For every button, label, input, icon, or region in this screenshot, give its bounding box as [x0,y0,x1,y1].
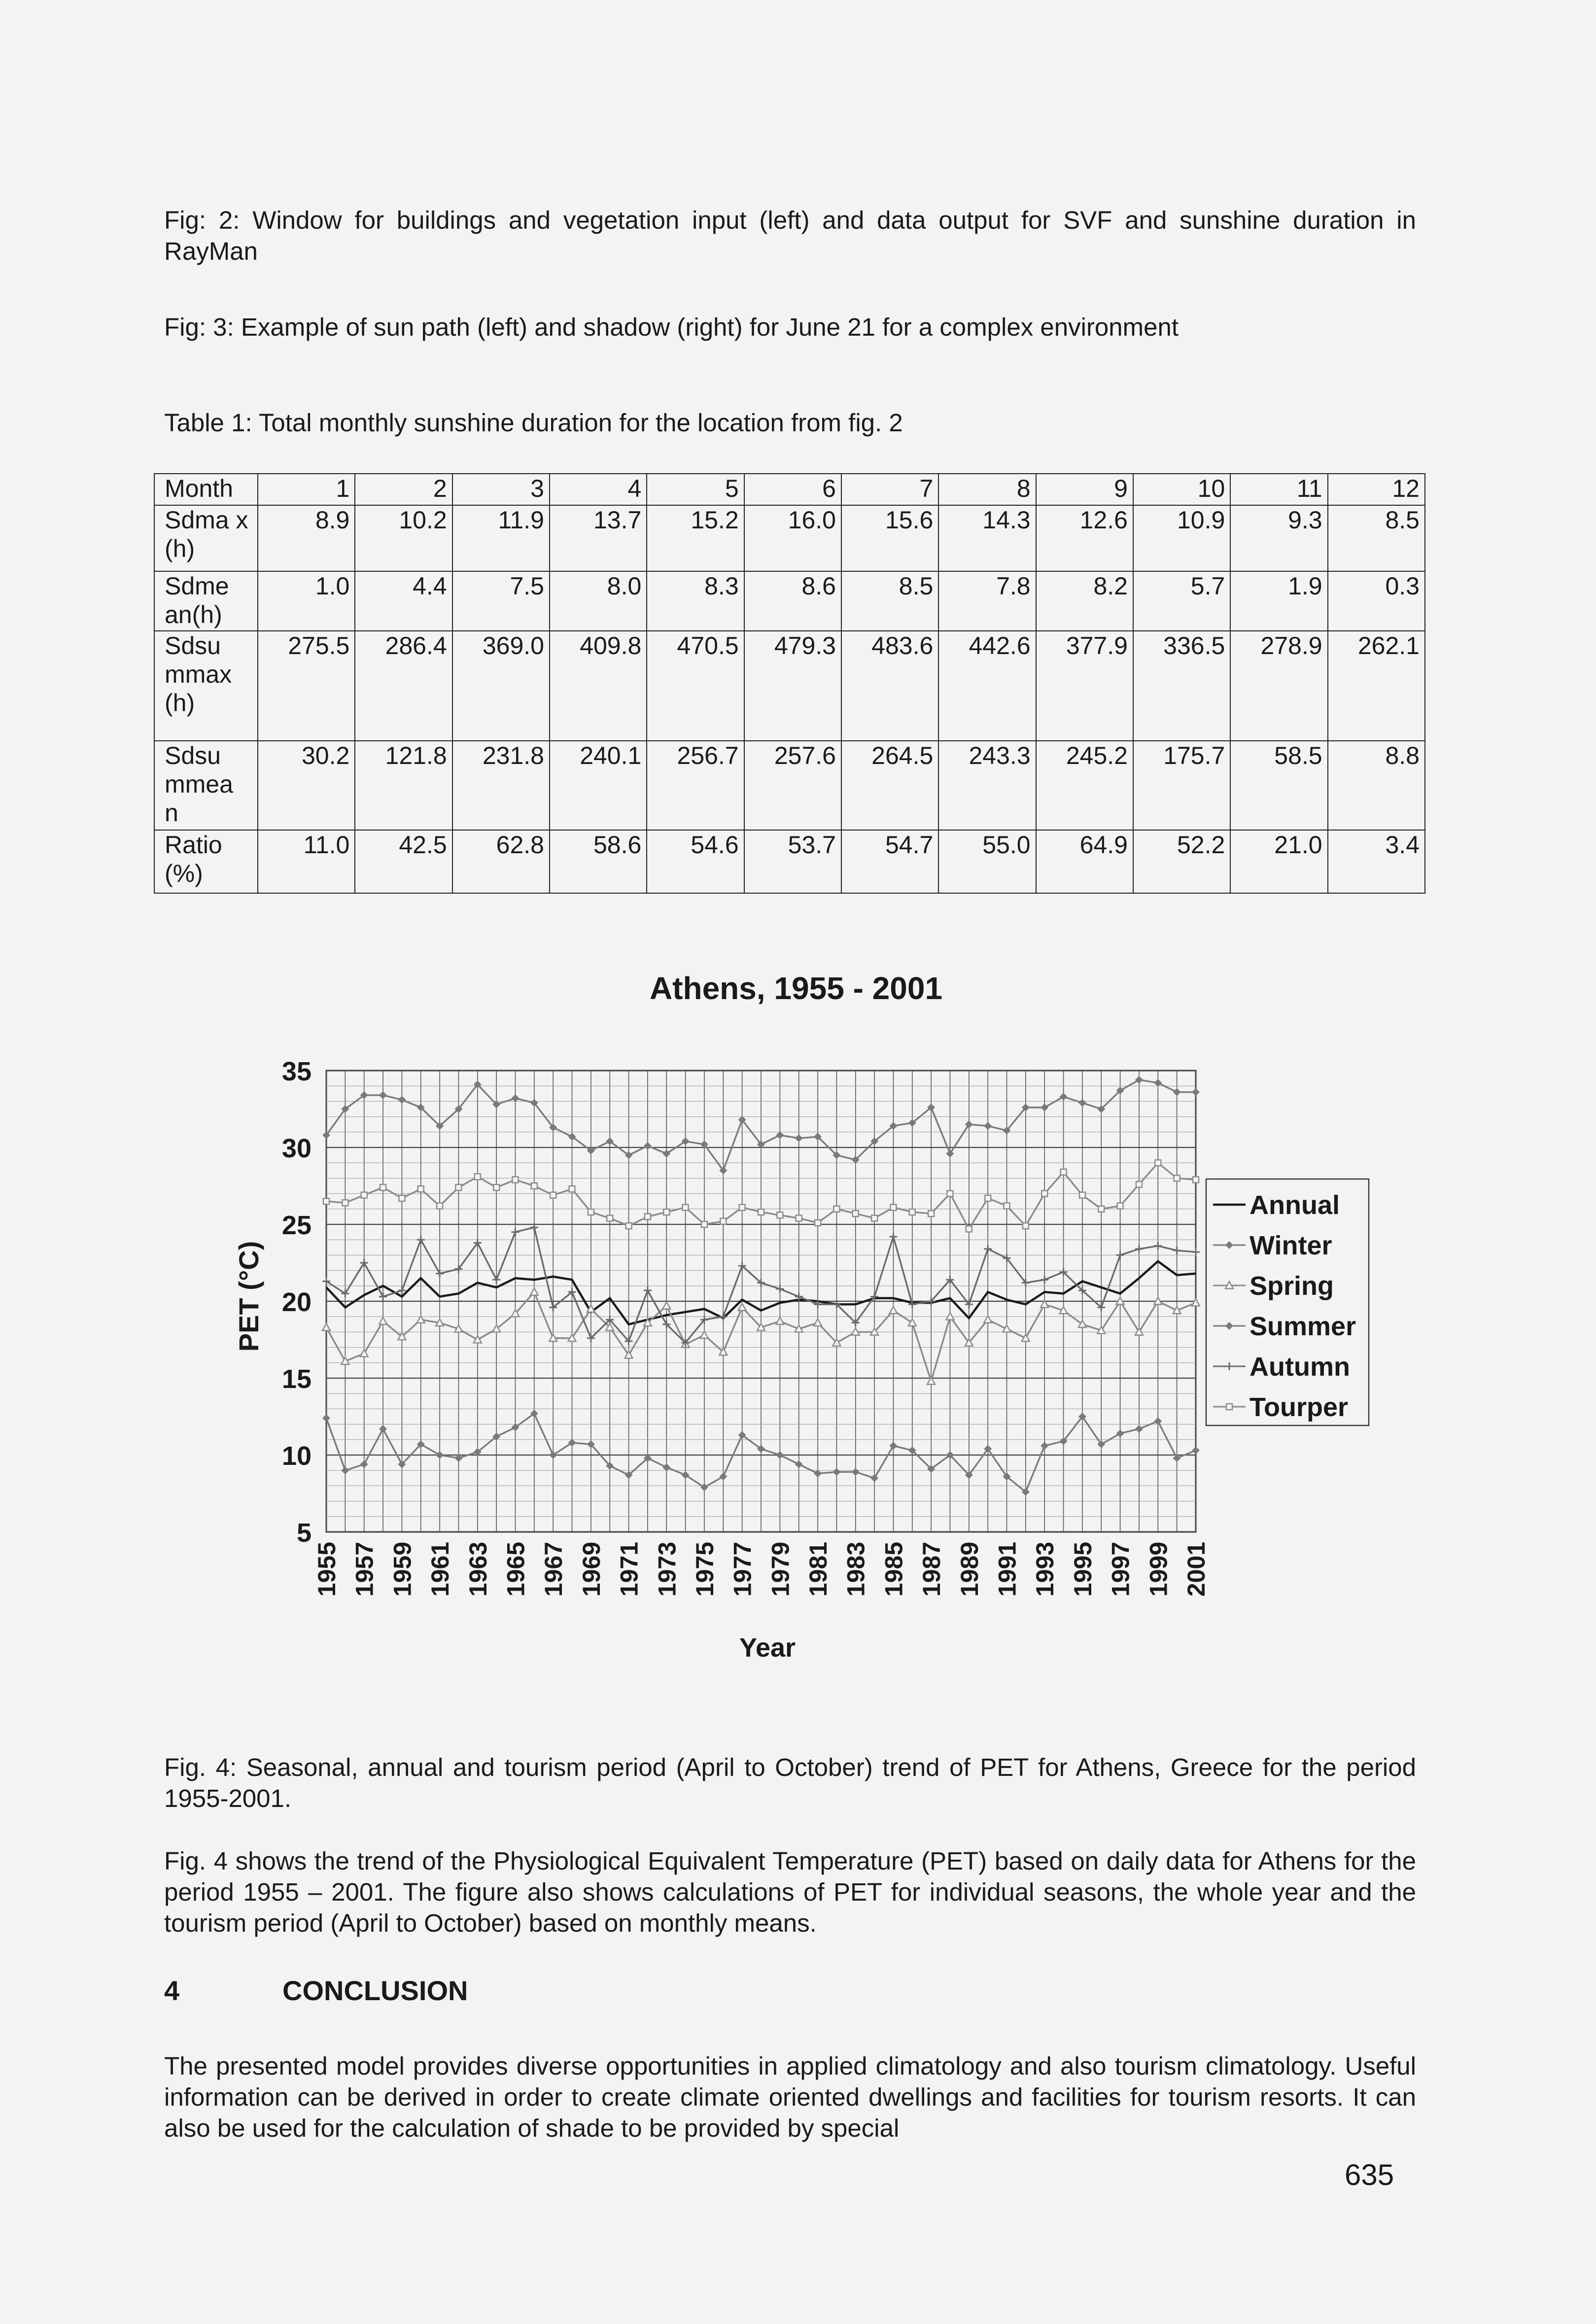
table-cell: 369.0 [452,631,550,741]
data-point [909,1209,915,1215]
data-point [719,1473,727,1481]
data-point [1136,1181,1142,1187]
table-cell: 257.6 [744,741,841,830]
header-month-cell: 5 [647,474,744,505]
x-tick-label: 1973 [653,1542,681,1597]
data-point [1023,1223,1029,1229]
data-point [1154,1417,1162,1425]
data-point [1022,1334,1030,1341]
table-cell: 8.0 [550,571,647,631]
table-cell: 336.5 [1133,631,1230,741]
header-month-cell: 4 [550,474,647,505]
data-point [701,1221,707,1227]
data-point [1135,1076,1143,1084]
table-cell: 58.5 [1230,741,1327,830]
data-point [662,1302,670,1309]
data-point [776,1318,784,1324]
data-point [322,1414,330,1422]
data-point [814,1319,822,1326]
page-number: 635 [1345,2158,1394,2191]
table-cell: 13.7 [550,505,647,571]
data-point [569,1186,575,1192]
table-cell: 15.6 [841,505,938,571]
table-cell: 175.7 [1133,741,1230,830]
data-point [493,1184,499,1190]
table-cell: 42.5 [355,830,452,893]
data-point [1004,1203,1010,1209]
data-point [1174,1175,1180,1181]
x-tick-labels [313,1542,1210,1596]
data-point [833,1468,840,1476]
table-cell: 0.3 [1328,571,1425,631]
data-point [662,1463,670,1471]
data-point [474,1336,482,1343]
table-cell: 240.1 [550,741,647,830]
data-point [380,1184,386,1190]
legend-swatch-marker [1226,1404,1232,1410]
data-point [492,1276,500,1283]
section-number: 4 [164,1975,180,2006]
data-point [984,1245,992,1253]
data-point [417,1236,425,1244]
table-cell: 12.6 [1036,505,1133,571]
data-point [379,1091,387,1099]
x-tick-label: 1979 [766,1542,795,1597]
table-cell: 4.4 [355,571,452,631]
x-axis-label: Year [739,1633,796,1663]
y-tick-labels [282,1057,312,1548]
data-point [1061,1169,1067,1175]
x-tick-label: 1983 [842,1542,870,1597]
table-cell: 9.3 [1230,505,1327,571]
header-month-cell: 3 [452,474,550,505]
table-cell: 53.7 [744,830,841,893]
data-point [814,1469,822,1477]
data-point [341,1466,349,1474]
table-cell: 7.8 [938,571,1036,631]
table-cell: 54.6 [647,830,744,893]
data-point [1135,1245,1143,1253]
table-cell: 11.9 [452,505,550,571]
data-point [889,1233,897,1241]
table-cell: 54.7 [841,830,938,893]
data-point [966,1226,972,1232]
x-tick-label: 1995 [1069,1542,1097,1597]
table-cell: 121.8 [355,741,452,830]
table-cell: 58.6 [550,830,647,893]
header-month-cell: 6 [744,474,841,505]
table-cell: 14.3 [938,505,1036,571]
x-tick-label: 1975 [691,1542,719,1597]
table-cell: 21.0 [1230,830,1327,893]
figure-2-caption: Fig: 2: Window for buildings and vegetation input (left) and data output for SVF and sunshine duration in RayMan [164,206,1416,265]
data-point [1135,1328,1143,1335]
x-tick-label: 1961 [426,1542,454,1597]
data-point [361,1192,367,1198]
header-month-cell: 1 [258,474,355,505]
data-point [644,1142,652,1150]
data-point [1192,1447,1200,1455]
row-label-cell: Sdme an(h) [154,571,258,631]
data-point [475,1174,481,1179]
table-cell: 30.2 [258,741,355,830]
table-cell: 483.6 [841,631,938,741]
table-cell: 262.1 [1328,631,1425,741]
legend-label: Spring [1249,1271,1334,1301]
data-point [739,1205,745,1211]
data-point [1041,1104,1048,1111]
x-tick-label: 2001 [1182,1542,1210,1597]
data-point [1192,1088,1200,1096]
table-cell: 479.3 [744,631,841,741]
data-point [418,1186,424,1192]
y-tick-label: 10 [281,1441,312,1471]
x-tick-label: 1959 [388,1542,416,1597]
x-tick-label: 1977 [729,1542,757,1597]
data-point [1041,1191,1047,1197]
x-tick-label: 1989 [955,1542,983,1597]
row-label-cell: Sdma x (h) [154,505,258,571]
data-point [795,1460,803,1468]
data-point [1154,1242,1162,1250]
data-point [398,1096,406,1104]
x-tick-label: 1967 [540,1542,568,1597]
table-cell: 10.9 [1133,505,1230,571]
header-month-cell: 7 [841,474,938,505]
data-point [323,1198,329,1204]
table-cell: 409.8 [550,631,647,741]
x-tick-label: 1991 [993,1542,1021,1597]
header-month-cell: 9 [1036,474,1133,505]
y-tick-label: 30 [281,1134,312,1163]
data-point [719,1313,727,1320]
data-point [984,1122,992,1130]
data-point [852,1468,860,1476]
section-title: CONCLUSION [282,1975,468,2006]
data-point [550,1192,556,1198]
data-point [511,1094,519,1102]
y-axis-label: PET (°C) [233,1241,264,1352]
body-paragraph-1: Fig. 4 shows the trend of the Physiological Equivalent Temperature (PET) based on daily data for Athens for the period 1955 – 2001. The figure also shows calculations of PET for individual seasons, the whole year and the tourism period (April to October) based on monthly means. [164,1847,1416,1937]
data-point [683,1205,689,1211]
body-paragraph-2: The presented model provides diverse opportunities in applied climatology and also tourism climatology. Useful information can be derived in order to create climate oriented dwellings and facilities for tourism resorts. It can also be used for the calculation of shade to be provided by special [164,2052,1416,2142]
chart-legend [1206,1179,1369,1425]
y-tick-label: 20 [281,1287,312,1317]
legend-label: Autumn [1249,1352,1350,1382]
data-point [379,1293,387,1301]
data-point [1173,1088,1181,1096]
data-point [663,1209,669,1215]
x-tick-label: 1981 [804,1542,833,1597]
x-tick-label: 1993 [1031,1542,1059,1597]
row-label-cell: Ratio (%) [154,830,258,893]
x-tick-label: 1955 [313,1542,341,1597]
data-point [796,1215,802,1221]
table-cell: 8.5 [1328,505,1425,571]
data-point [889,1307,897,1314]
data-point [738,1303,746,1310]
data-point [360,1460,368,1468]
header-month-cell: 10 [1133,474,1230,505]
table-cell: 1.9 [1230,571,1327,631]
data-point [890,1205,896,1211]
data-point [833,1206,839,1212]
header-month-cell: 11 [1230,474,1327,505]
header-label-cell: Month [154,474,258,505]
table-cell: 256.7 [647,741,744,830]
header-month-cell: 2 [355,474,452,505]
data-point [360,1350,368,1356]
data-point [776,1285,784,1293]
data-point [871,1215,877,1221]
data-point [777,1212,783,1218]
data-point [776,1451,784,1459]
x-tick-label: 1971 [615,1542,643,1597]
data-point [1078,1099,1086,1107]
data-point [795,1134,803,1142]
x-tick-label: 1999 [1145,1542,1173,1597]
figure-4-caption: Fig. 4: Seasonal, annual and tourism period (April to October) trend of PET for Athens, Greece for the period 1955-2001. [164,1753,1416,1812]
data-point [1193,1177,1199,1183]
legend-label: Winter [1249,1231,1332,1260]
table-cell: 7.5 [452,571,550,631]
table-cell: 278.9 [1230,631,1327,741]
data-point [1135,1425,1143,1433]
x-tick-label: 1985 [880,1542,908,1597]
table-cell: 3.4 [1328,830,1425,893]
table-cell: 245.2 [1036,741,1133,830]
data-point [946,1313,954,1319]
x-tick-label: 1987 [918,1542,946,1597]
data-point [889,1442,897,1450]
x-tick-label: 1965 [502,1542,530,1597]
data-point [908,1319,916,1326]
table-cell: 62.8 [452,830,550,893]
x-tick-label: 1969 [577,1542,605,1597]
data-point [645,1214,651,1219]
data-point [436,1270,444,1278]
table-cell: 52.2 [1133,830,1230,893]
data-point [1173,1247,1181,1254]
table-cell: 8.5 [841,571,938,631]
data-point [1116,1251,1124,1259]
data-point [1098,1206,1104,1212]
data-point [379,1318,387,1324]
table-cell: 8.3 [647,571,744,631]
table-1-caption: Table 1: Total monthly sunshine duration for the location from fig. 2 [164,409,903,437]
legend-label: Summer [1249,1312,1356,1341]
data-point [530,1288,538,1295]
y-tick-label: 15 [281,1364,312,1394]
table-cell: 8.8 [1328,741,1425,830]
table-cell: 8.6 [744,571,841,631]
row-label-cell: Sdsu mmax (h) [154,631,258,741]
data-point [1192,1299,1200,1306]
table-cell: 264.5 [841,741,938,830]
legend-label: Tourper [1249,1392,1348,1422]
data-point [531,1183,537,1189]
data-point [322,1323,330,1330]
data-point [588,1209,594,1215]
data-point [399,1195,405,1201]
x-tick-label: 1963 [464,1542,492,1597]
data-point [1192,1248,1200,1256]
data-point [436,1451,444,1459]
data-point [455,1184,461,1190]
data-point [1079,1192,1085,1198]
header-month-cell: 8 [938,474,1036,505]
data-point [342,1200,348,1206]
data-point [758,1209,764,1215]
data-point [928,1211,934,1216]
data-point [437,1203,443,1209]
data-point [360,1259,368,1267]
data-point [1060,1093,1068,1101]
data-point [1041,1442,1048,1450]
data-point [870,1474,878,1482]
table-cell: 377.9 [1036,631,1133,741]
table-cell: 10.2 [355,505,452,571]
table-cell: 1.0 [258,571,355,631]
data-point [985,1195,991,1201]
y-tick-label: 35 [281,1057,312,1086]
data-point [1154,1079,1162,1087]
data-point [644,1286,652,1294]
data-point [379,1425,387,1433]
table-cell: 16.0 [744,505,841,571]
data-point [720,1218,726,1224]
header-month-cell: 12 [1328,474,1425,505]
table-cell: 231.8 [452,741,550,830]
data-point [776,1131,784,1139]
y-tick-label: 5 [296,1518,312,1548]
table-cell: 470.5 [647,631,744,741]
legend-label: Annual [1249,1190,1340,1220]
data-point [1116,1429,1124,1437]
table-cell: 442.6 [938,631,1036,741]
table-cell: 55.0 [938,830,1036,893]
data-point [1003,1325,1011,1332]
data-point [947,1191,953,1197]
table-cell: 15.2 [647,505,744,571]
x-tick-label: 1957 [350,1542,379,1597]
data-point [1117,1203,1123,1209]
row-label-cell: Sdsu mmea n [154,741,258,830]
x-tick-label: 1997 [1107,1542,1135,1597]
y-tick-label: 25 [281,1211,312,1240]
table-cell: 8.2 [1036,571,1133,631]
chart-grid [326,1071,1196,1532]
data-point [607,1215,613,1221]
data-point [853,1211,859,1216]
section-heading [164,1975,468,2007]
data-point [1155,1160,1161,1166]
data-point [511,1228,519,1236]
data-point [815,1220,821,1226]
chart-title: Athens, 1955 - 2001 [649,971,943,1006]
table-cell: 243.3 [938,741,1036,830]
table-cell: 5.7 [1133,571,1230,631]
table-cell: 8.9 [258,505,355,571]
figure-3-caption: Fig: 3: Example of sun path (left) and shadow (right) for June 21 for a complex environment [164,313,1179,341]
table-cell: 286.4 [355,631,452,741]
data-point [626,1223,632,1229]
table-cell: 11.0 [258,830,355,893]
data-point [512,1177,518,1183]
table-cell: 64.9 [1036,830,1133,893]
table-cell: 275.5 [258,631,355,741]
data-point [1041,1276,1048,1283]
